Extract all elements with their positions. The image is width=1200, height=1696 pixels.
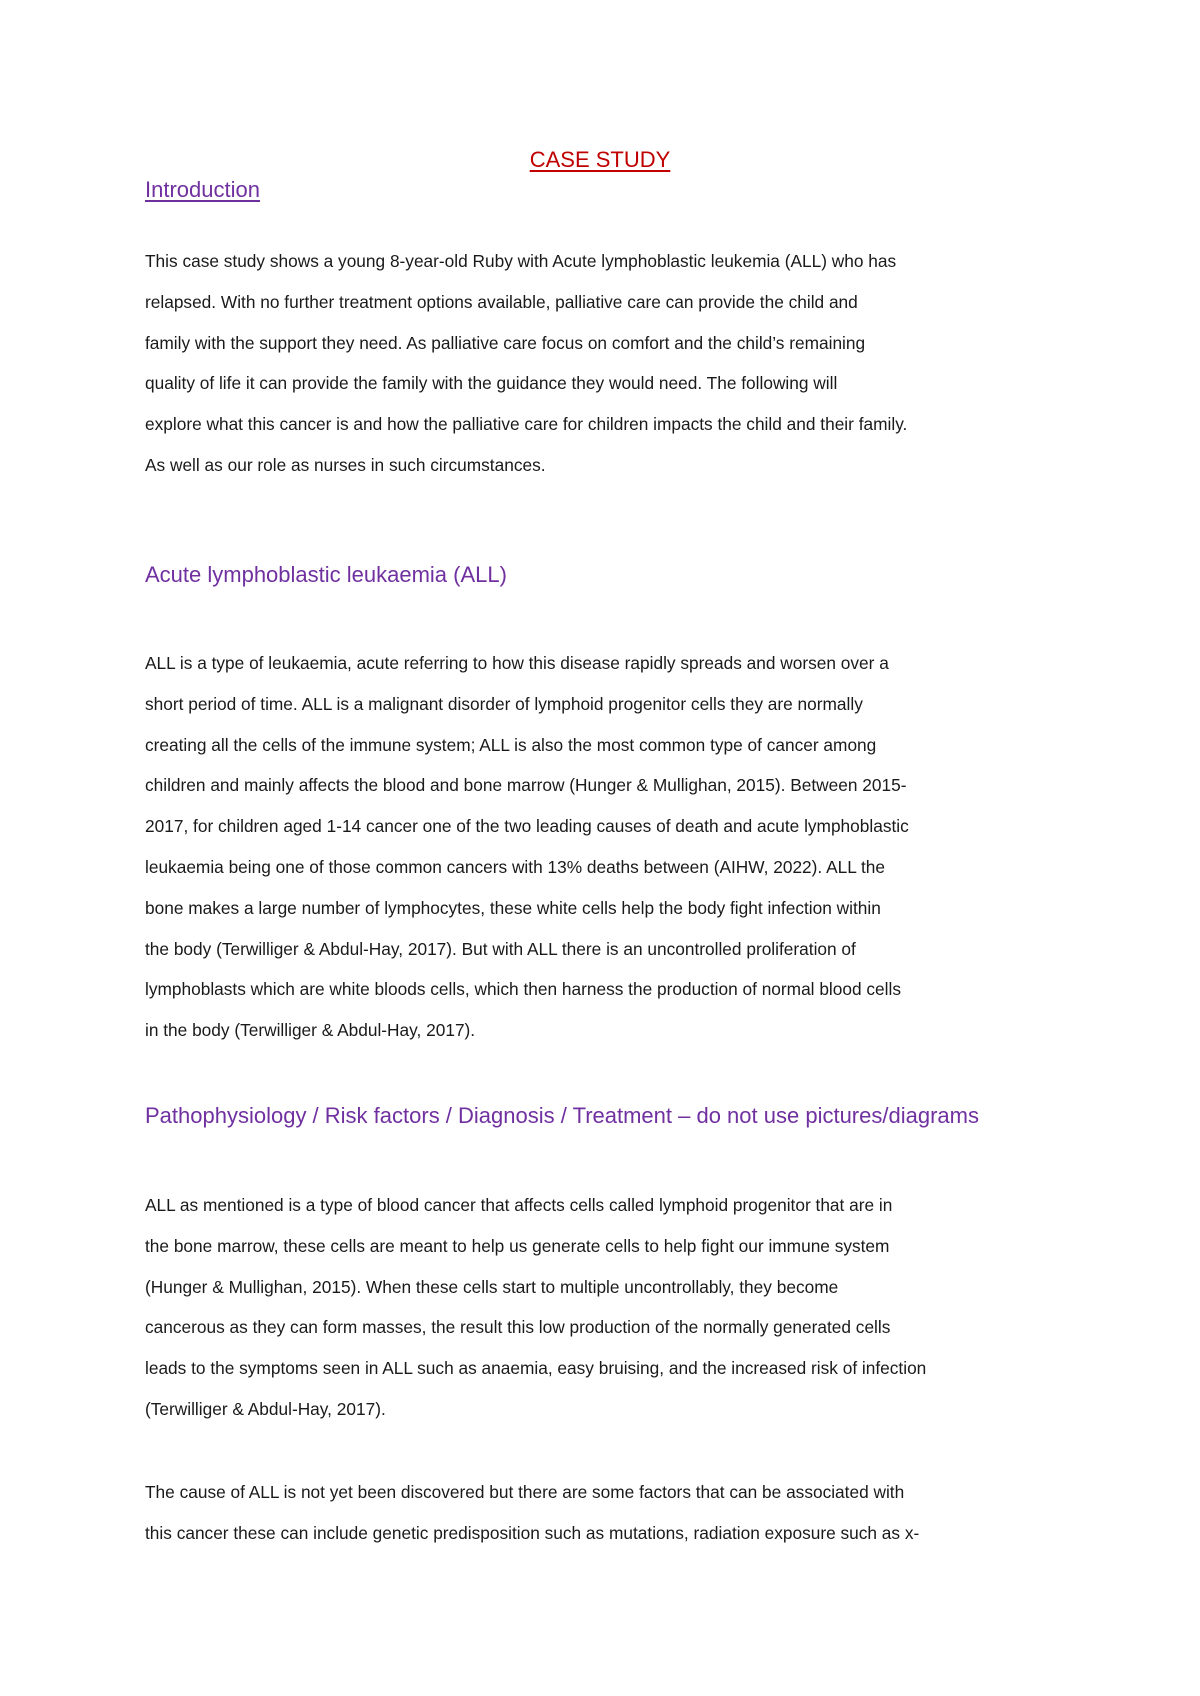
text-line: bone makes a large number of lymphocytes, these white cells help the body fight infection within bbox=[145, 897, 881, 918]
paragraph-introduction bbox=[145, 241, 1075, 486]
text-line: quality of life it can provide the family with the guidance they would need. The following will bbox=[145, 373, 838, 394]
text-line: relapsed. With no further treatment options available, palliative care can provide the child and bbox=[145, 291, 858, 312]
text-line: children and mainly affects the blood and bone marrow (Hunger & Mullighan, 2015). Between 2015- bbox=[145, 775, 907, 796]
paragraph-risk-factors bbox=[145, 1472, 1075, 1554]
text-line: (Terwilliger & Abdul-Hay, 2017). bbox=[145, 1398, 386, 1419]
text-line: 2017, for children aged 1-14 cancer one of the two leading causes of death and acute lymphoblastic bbox=[145, 816, 909, 837]
text-line: (Hunger & Mullighan, 2015). When these cells start to multiple uncontrollably, they become bbox=[145, 1276, 839, 1297]
text-line: the bone marrow, these cells are meant to help us generate cells to help fight our immune system bbox=[145, 1235, 890, 1256]
text-line: short period of time. ALL is a malignant disorder of lymphoid progenitor cells they are normally bbox=[145, 693, 863, 714]
text-line: explore what this cancer is and how the palliative care for children impacts the child and their family. bbox=[145, 414, 908, 435]
text-line: in the body (Terwilliger & Abdul-Hay, 2017). bbox=[145, 1020, 476, 1041]
section-heading-all: Acute lymphoblastic leukaemia (ALL) bbox=[145, 562, 507, 587]
section-heading-introduction: Introduction bbox=[145, 177, 260, 202]
text-line: leads to the symptoms seen in ALL such as anaemia, easy bruising, and the increased risk of infection bbox=[145, 1358, 927, 1379]
paragraph-all bbox=[145, 643, 1075, 1051]
text-line: this cancer these can include genetic predisposition such as mutations, radiation exposure such as x- bbox=[145, 1522, 920, 1543]
text-line: ALL is a type of leukaemia, acute referring to how this disease rapidly spreads and worsen over a bbox=[145, 653, 889, 673]
text-line: cancerous as they can form masses, the result this low production of the normally generated cells bbox=[145, 1317, 891, 1338]
text-line: The cause of ALL is not yet been discovered but there are some factors that can be associated with bbox=[145, 1482, 905, 1502]
paragraph-pathophysiology bbox=[145, 1185, 1075, 1430]
section-heading-pathophysiology: Pathophysiology / Risk factors / Diagnosis / Treatment – do not use pictures/diagrams bbox=[145, 1103, 979, 1128]
text-line: creating all the cells of the immune system; ALL is also the most common type of cancer among bbox=[145, 734, 877, 755]
text-line: ALL as mentioned is a type of blood cancer that affects cells called lymphoid progenitor that are in bbox=[145, 1195, 893, 1215]
text-line: lymphoblasts which are white bloods cells, which then harness the production of normal blood cells bbox=[145, 979, 901, 1000]
text-line: This case study shows a young 8-year-old Ruby with Acute lymphoblastic leukemia (ALL) who has bbox=[145, 251, 897, 271]
text-line: leukaemia being one of those common cancers with 13% deaths between (AIHW, 2022). ALL the bbox=[145, 856, 886, 877]
text-line: As well as our role as nurses in such circumstances. bbox=[145, 454, 546, 475]
text-line: the body (Terwilliger & Abdul-Hay, 2017). But with ALL there is an uncontrolled proliferation of bbox=[145, 938, 856, 959]
text-line: family with the support they need. As palliative care focus on comfort and the child’s remaining bbox=[145, 332, 866, 353]
document-title: CASE STUDY bbox=[529, 147, 671, 172]
